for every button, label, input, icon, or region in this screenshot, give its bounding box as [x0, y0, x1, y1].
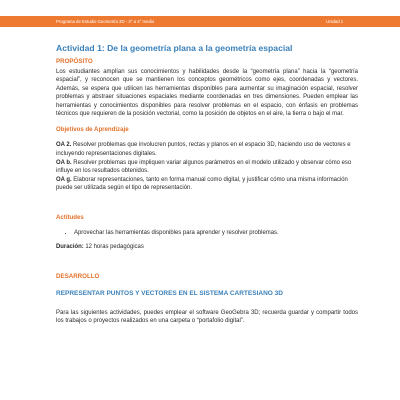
oa-code: OA 2.: [56, 142, 72, 149]
objetivos-heading: Objetivos de Aprendizaje: [56, 126, 129, 134]
actitudes-heading: Actitudes: [56, 213, 84, 221]
desarrollo-subheading: REPRESENTAR PUNTOS Y VECTORES EN EL SISTEMA CARTESIANO 3D: [56, 289, 283, 297]
desarrollo-text: Para las siguientes actividades, puedes emplear el software GeoGebra 3D; recuerda guardar y compartir todos los trabajos o proyectos realizados en una carpeta o “portafolio digital”.: [56, 309, 358, 325]
proposito-text: Los estudiantes amplían sus conocimientos y habilidades desde la “geometría plana” hacia la “geometría espacial”, y reconocen que se mantienen los conceptos geométricos como ejes, coordenadas y vectores. Además, se espera que utilicen las herramientas disponibles para aumentar su imaginación espacial, resolver problemas y abstraer situaciones espaciales mediante coordenadas en tres dimensiones. Pueden emplear las herramientas y conocimientos disponibles para resolver problemas en el espacio, con énfasis en problemas técnicos que requieren de la posición vectorial, como la posición de objetos en el aire, la tierra o bajo el mar.: [56, 69, 358, 118]
content-area: [56, 43, 358, 326]
oa-code: OA b.: [56, 159, 72, 166]
desarrollo-heading: DESARROLLO: [56, 272, 100, 280]
oa-item: [56, 141, 358, 158]
oa-text: Elaborar representaciones, tanto en forma manual como digital, y justificar cómo una misma información puede ser utilizada según el tipo de representación.: [56, 177, 348, 192]
header-title: Programa de Estudio Geometría 3D - 3° a 4° medio: [56, 19, 155, 24]
oa-item: [56, 176, 358, 193]
oa-code: OA g.: [56, 177, 72, 184]
oa-item: [56, 159, 358, 176]
actitudes-list: [56, 229, 358, 237]
activity-title: Actividad 1: De la geometría plana a la geometría espacial: [56, 43, 293, 53]
proposito-heading: PROPÓSITO: [56, 58, 93, 65]
duracion-line: [56, 243, 358, 251]
header-unit-label: Unidad 1: [326, 19, 344, 24]
duracion-label: Duración:: [56, 243, 84, 250]
duracion-value: 12 horas pedagógicas: [83, 243, 144, 250]
header-bar: [0, 16, 400, 27]
objetivos-list: [56, 141, 358, 192]
list-item: • Aprovechar las herramientas disponibles para aprender y resolver problemas.: [74, 229, 358, 237]
oa-text: Resolver problemas que involucren puntos, rectas y planos en el espacio 3D, haciendo uso de vectores e incluyendo representaciones digitales.: [56, 142, 351, 157]
oa-text: Resolver problemas que impliquen variar algunos parámetros en el modelo utilizado y observar cómo eso influye en los resultados obtenidos.: [56, 159, 352, 175]
